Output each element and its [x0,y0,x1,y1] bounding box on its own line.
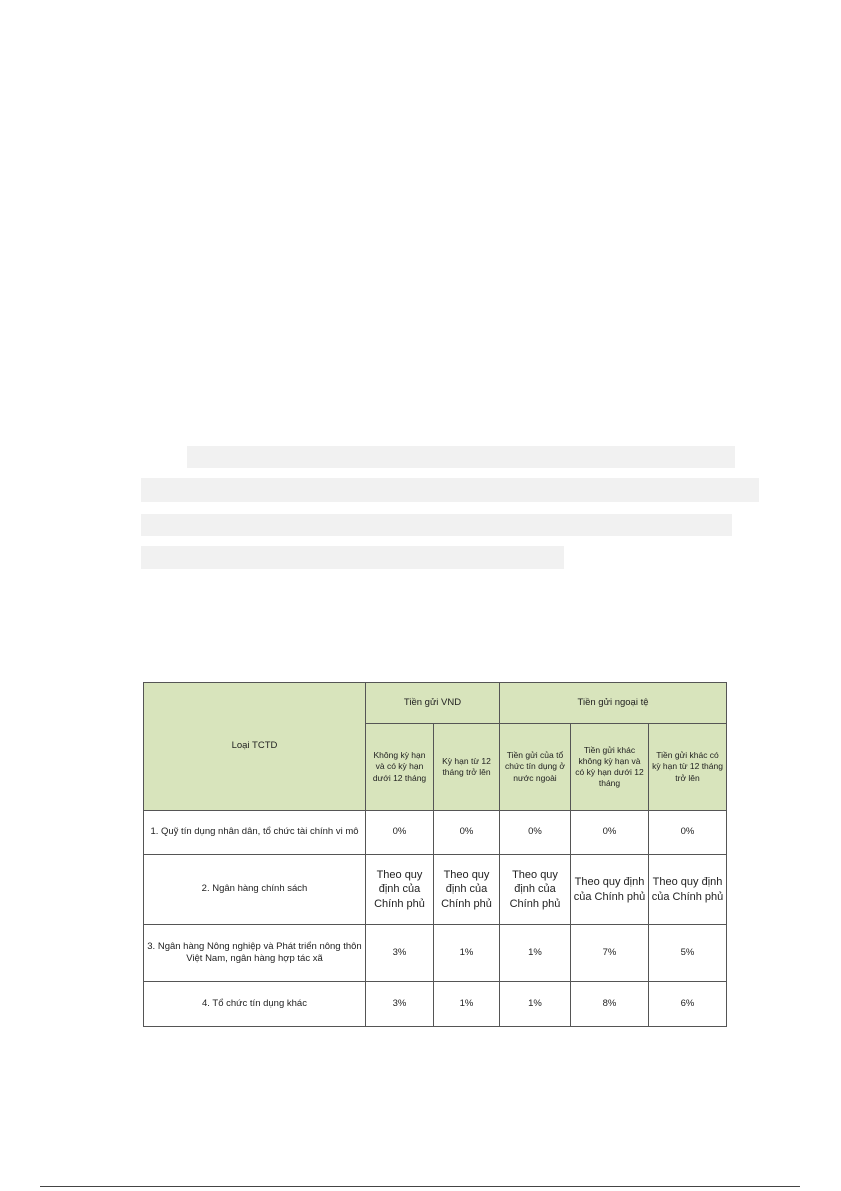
row-type: 3. Ngân hàng Nông nghiệp và Phát triển nông thôn Việt Nam, ngân hàng hợp tác xã [144,925,366,982]
table-cell: 7% [571,925,649,982]
foreign-group-header: Tiền gửi ngoại tệ [500,683,727,724]
table-cell: Theo quy định của Chính phủ [649,855,727,925]
table-row [144,982,727,1027]
table-cell: 0% [366,811,434,855]
column-header: Tiền gửi khác có kỳ hạn từ 12 tháng trở lên [649,724,727,811]
column-header: Kỳ hạn từ 12 tháng trở lên [434,724,500,811]
table-cell: 3% [366,925,434,982]
column-header: Không kỳ hạn và có kỳ hạn dưới 12 tháng [366,724,434,811]
table-row [144,855,727,925]
row-type: 4. Tổ chức tín dụng khác [144,982,366,1027]
redacted-text-line [187,446,735,468]
row-type: 2. Ngân hàng chính sách [144,855,366,925]
table-cell: 1% [500,925,571,982]
table-cell: Theo quy định của Chính phủ [500,855,571,925]
table-cell: Theo quy định của Chính phủ [571,855,649,925]
header-row [144,683,727,724]
table-row [144,925,727,982]
table-cell: 6% [649,982,727,1027]
redacted-text-line [141,478,759,502]
page-bottom-rule [40,1186,800,1187]
table-cell: 0% [571,811,649,855]
table-cell: 1% [434,982,500,1027]
column-header: Tiền gửi của tổ chức tín dụng ở nước ngoài [500,724,571,811]
table-cell: 0% [500,811,571,855]
table-cell: 8% [571,982,649,1027]
reserve-ratio-table [143,682,727,1027]
table-cell: 0% [434,811,500,855]
table-cell: Theo quy định của Chính phủ [434,855,500,925]
table-cell: 1% [500,982,571,1027]
table-cell: 3% [366,982,434,1027]
type-header: Loại TCTD [144,683,366,811]
table-cell: 0% [649,811,727,855]
vnd-group-header: Tiền gửi VND [366,683,500,724]
table-row [144,811,727,855]
redacted-text-line [141,546,564,569]
table-cell: 1% [434,925,500,982]
row-type: 1. Quỹ tín dụng nhân dân, tổ chức tài chính vi mô [144,811,366,855]
table-cell: 5% [649,925,727,982]
column-header: Tiền gửi khác không kỳ hạn và có kỳ hạn dưới 12 tháng [571,724,649,811]
table-cell: Theo quy định của Chính phủ [366,855,434,925]
redacted-text-line [141,514,732,536]
